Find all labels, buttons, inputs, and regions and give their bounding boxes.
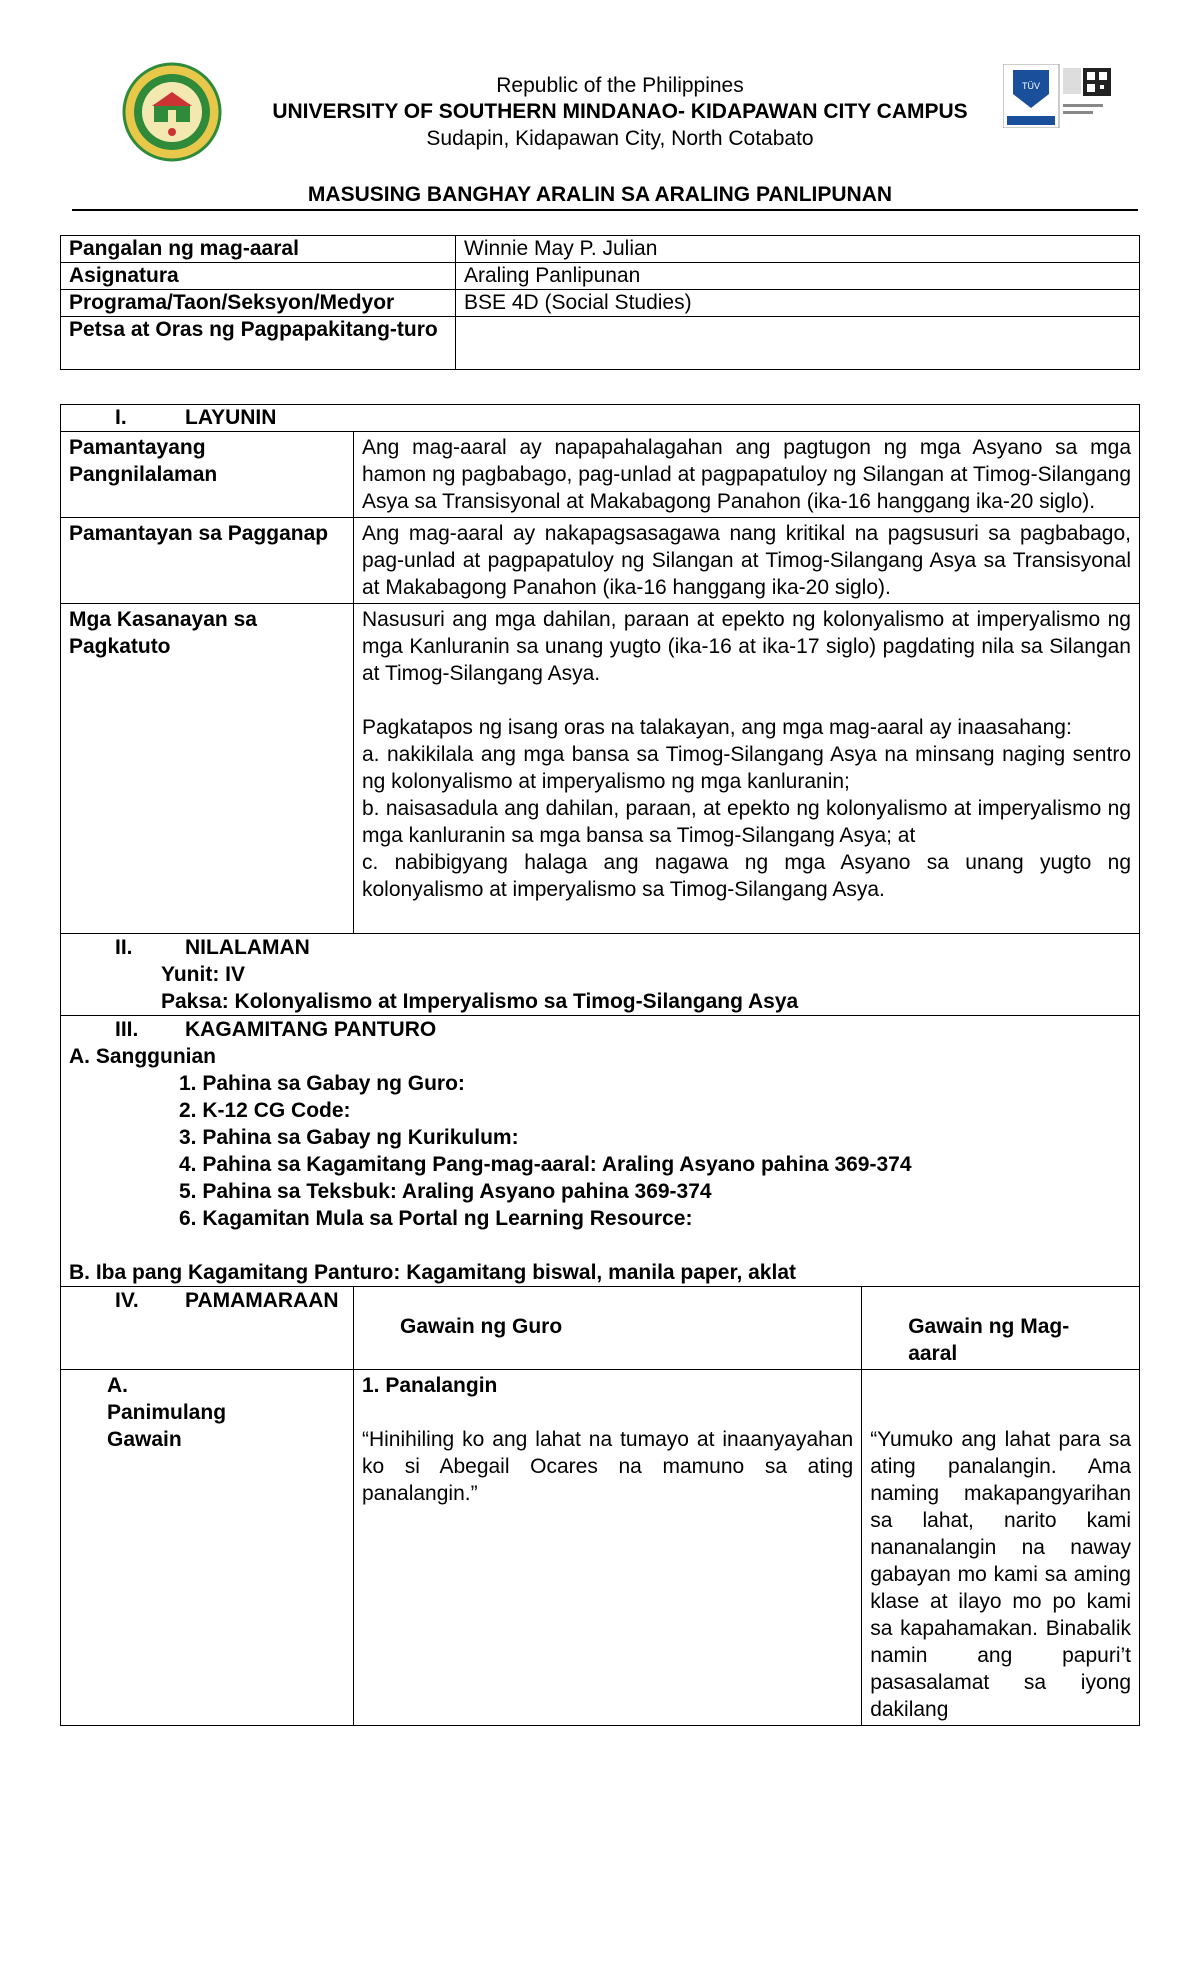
layunin-row-kasanayan	[61, 604, 1140, 934]
header-address: Sudapin, Kidapawan City, North Cotabato	[426, 127, 814, 150]
gawain-row-panimula	[61, 1370, 1140, 1726]
svg-text:TÜV: TÜV	[1022, 81, 1040, 91]
info-label: Asignatura	[61, 263, 456, 290]
row-label: Pamantayan sa Pagganap	[61, 518, 354, 604]
column-header-mag-aaral: Gawain ng Mag-aaral	[862, 1287, 1140, 1370]
section-heading: NILALAMAN	[185, 936, 310, 959]
gawain-mag-aaral-cell	[862, 1370, 1140, 1726]
lesson-plan-table	[60, 404, 1140, 1726]
reference-item: 4. Pahina sa Kagamitang Pang-mag-aaral: Araling Asyano pahina 369-374	[179, 1153, 912, 1176]
pamamaraan-heading-cell	[61, 1287, 354, 1370]
reference-item: 6. Kagamitan Mula sa Portal ng Learning Resource:	[179, 1207, 693, 1230]
info-label: Programa/Taon/Seksyon/Medyor	[61, 290, 456, 317]
row-label: Pamantayang Pangnilalaman	[61, 432, 354, 518]
layunin-row-pagganap	[61, 518, 1140, 604]
reference-item: 1. Pahina sa Gabay ng Guro:	[179, 1072, 465, 1095]
pamamaraan-header-row	[61, 1287, 1140, 1370]
row-label: Mga Kasanayan sa Pagkatuto	[61, 604, 354, 934]
kasanayan-paragraph: Nasusuri ang mga dahilan, paraan at epekto ng kolonyalismo at imperyalismo ng mga Kanluranin sa unang yugto (ika-16 at ika-17 siglo) pagdating nila sa Silangan at Timog-Silangang Asya.	[361, 608, 1131, 685]
info-value: Winnie May P. Julian	[456, 236, 1140, 263]
section-number: II.	[115, 936, 133, 959]
info-row-program	[61, 290, 1140, 317]
section-heading: PAMAMARAAN	[185, 1289, 339, 1312]
section-number: I.	[115, 406, 127, 429]
info-row-name	[61, 236, 1140, 263]
kasanayan-intro: Pagkatapos ng isang oras na talakayan, ang mga mag-aaral ay inaasahang:	[361, 716, 1072, 739]
objective-b: b. naisasadula ang dahilan, paraan, at epekto ng kolonyalismo at imperyalismo ng mga kanluranin sa mga bansa sa Timog-Silangang Asya; at	[361, 797, 1131, 847]
info-label: Petsa at Oras ng Pagpapakitang-turo	[61, 317, 456, 370]
reference-item: 3. Pahina sa Gabay ng Kurikulum:	[179, 1126, 519, 1149]
row-text-block	[353, 604, 1139, 934]
info-value: BSE 4D (Social Studies)	[456, 290, 1140, 317]
info-label: Pangalan ng mag-aaral	[61, 236, 456, 263]
reference-item: 2. K-12 CG Code:	[179, 1099, 351, 1122]
section-number: IV.	[115, 1289, 139, 1312]
guro-text: “Hinihiling ko ang lahat na tumayo at inaanyayahan ko si Abegail Ocares na mamuno sa ating panalangin.”	[361, 1428, 854, 1505]
section-kagamitan	[61, 1016, 1140, 1287]
paksa-label: Paksa: Kolonyalismo at Imperyalismo sa Timog-Silangang Asya	[161, 990, 799, 1013]
yunit-label: Yunit: IV	[161, 963, 245, 986]
mag-aaral-text: “Yumuko ang lahat para sa ating panalangin. Ama naming makapangyarihan sa lahat, narito kami nananalangin na naway gabayan mo kami sa aming klase at ilayo mo po kami sa kapahamakan. Binabalik namin ang papuri’t pasasalamat sa iyong dakilang	[870, 1428, 1131, 1721]
step-title: 1. Panalangin	[361, 1374, 498, 1397]
column-header-guro: Gawain ng Guro	[353, 1287, 861, 1370]
gawain-guro-cell	[353, 1370, 861, 1726]
objective-c: c. nabibigyang halaga ang nagawa ng mga Asyano sa unang yugto ng kolonyalismo at imperyalismo sa Timog-Silangang Asya.	[361, 851, 1131, 901]
row-text: Ang mag-aaral ay napapahalagahan ang pagtugon ng mga Asyano sa mga hamon ng pagbabago, pag-unlad at pagpapatuloy ng Silangan at Timog-Silangang Asya sa Transisyonal at Makabagong Panahon (ika-16 hanggang ika-20 siglo).	[353, 432, 1139, 518]
section-heading: LAYUNIN	[185, 406, 277, 429]
layunin-row-pamantayang	[61, 432, 1140, 518]
header-divider	[72, 209, 1138, 211]
section-number: III.	[115, 1018, 139, 1041]
iba-pang-kagamitan: B. Iba pang Kagamitang Panturo: Kagamitang biswal, manila paper, aklat	[69, 1261, 796, 1284]
document-title: MASUSING BANGHAY ARALIN SA ARALING PANLIPUNAN	[307, 183, 893, 206]
header-university-name: UNIVERSITY OF SOUTHERN MINDANAO- KIDAPAWAN CITY CAMPUS	[272, 100, 968, 123]
reference-item: 5. Pahina sa Teksbuk: Araling Asyano pahina 369-374	[179, 1180, 712, 1203]
header-republic: Republic of the Philippines	[496, 74, 744, 97]
section-heading: KAGAMITANG PANTURO	[185, 1018, 437, 1041]
student-info-table	[60, 235, 1140, 370]
info-row-subject	[61, 263, 1140, 290]
objective-a: a. nakikilala ang mga bansa sa Timog-Silangang Asya na minsang naging sentro ng kolonyalismo at imperyalismo ng mga kanluranin;	[361, 743, 1131, 793]
info-value	[456, 317, 1140, 370]
row-text: Ang mag-aaral ay nakapagsasagawa nang kritikal na pagsusuri sa pagbabago, pag-unlad at pagpapatuloy ng Silangan at Timog-Silangang Asya sa Transisyonal at Makabagong Panahon (ika-16 hanggang ika-20 siglo).	[353, 518, 1139, 604]
info-value: Araling Panlipunan	[456, 263, 1140, 290]
gawain-label: A. Panimulang Gawain	[61, 1370, 354, 1726]
section-nilalaman	[61, 934, 1140, 1016]
info-row-date	[61, 317, 1140, 370]
sanggunian-label: A. Sanggunian	[69, 1045, 216, 1068]
section-layunin-header	[61, 405, 1140, 432]
